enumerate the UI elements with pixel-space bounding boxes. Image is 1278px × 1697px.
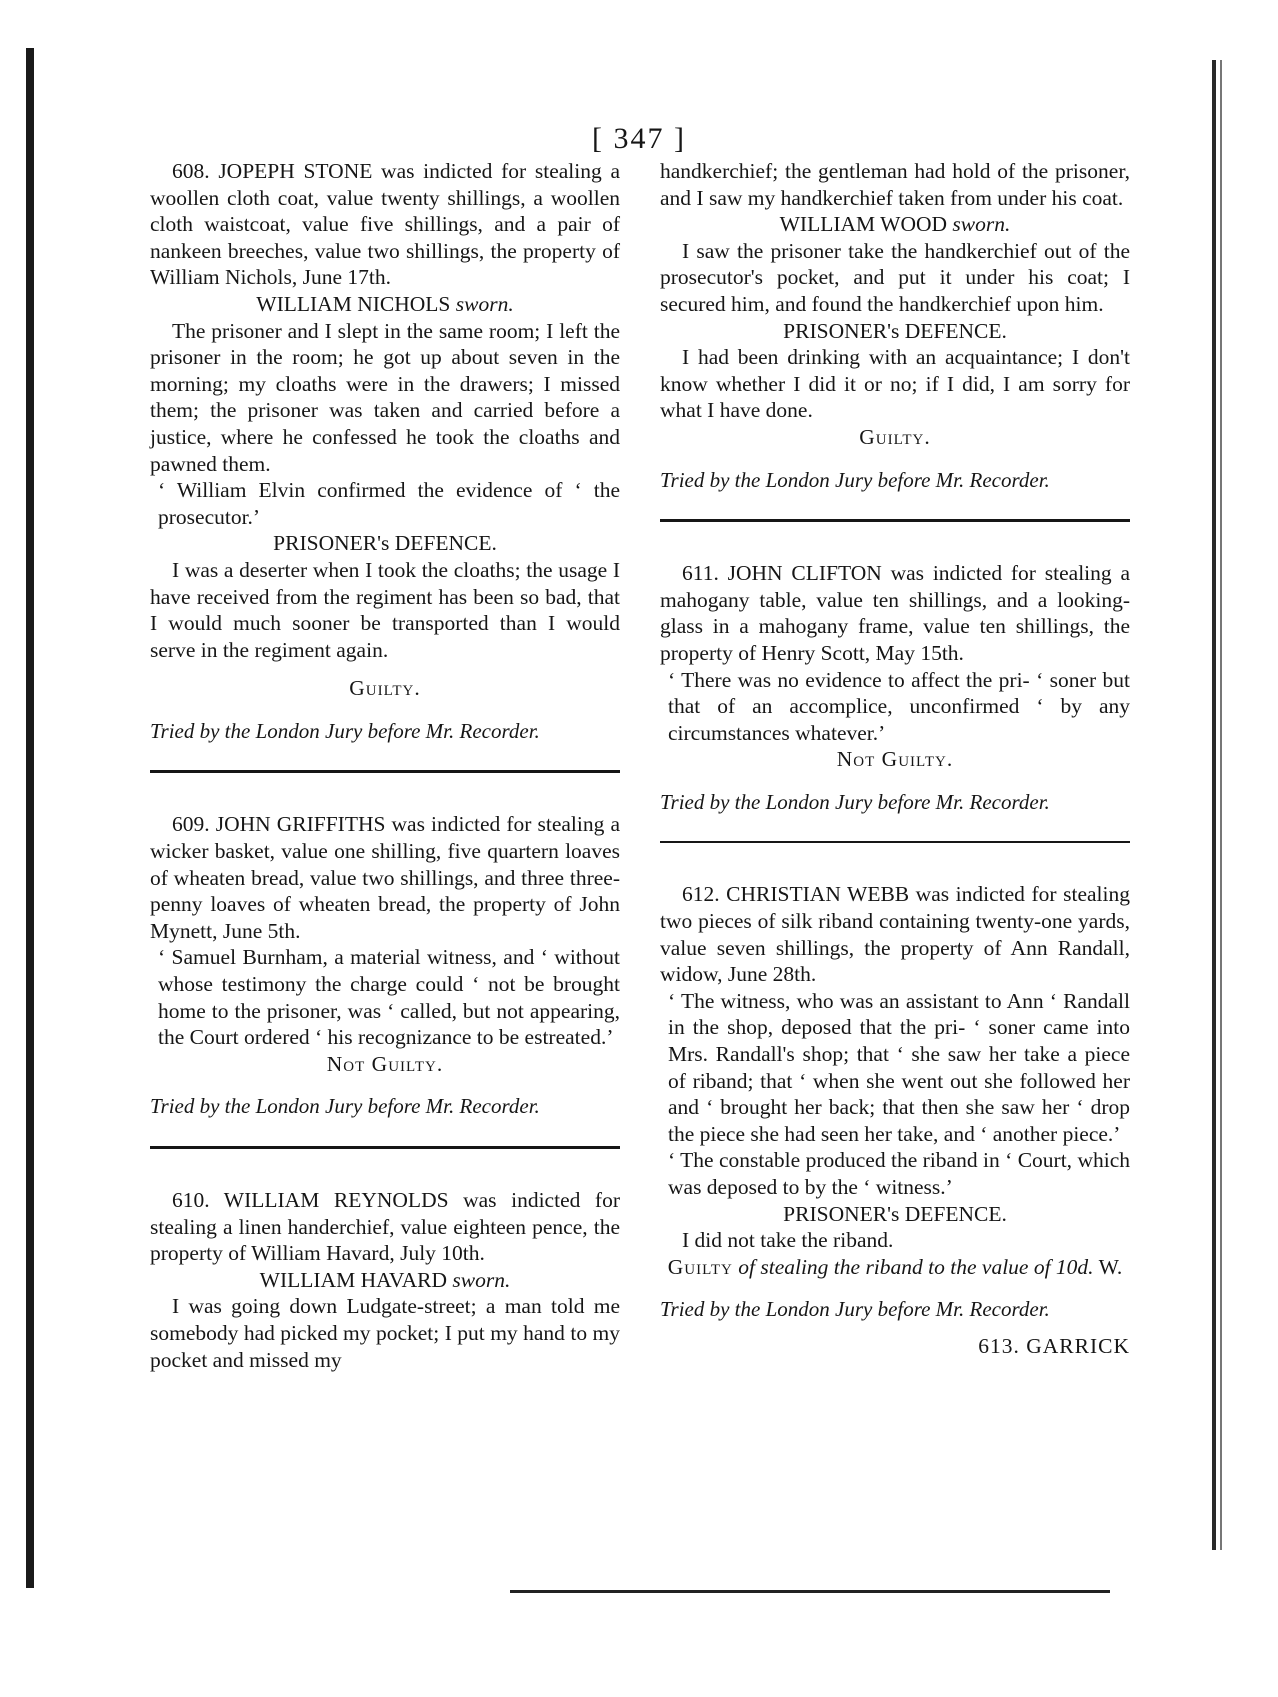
case-610-defence-heading: PRISONER's DEFENCE. (783, 318, 1007, 343)
case-608-defence: I was a deserter when I took the cloaths; the usage I have received from the regiment has been so bad, that I would much sooner be transported than I would serve in the regiment again. (150, 557, 620, 662)
page-number: [ 347 ] (592, 122, 686, 155)
case-609-tried-line: Tried by the London Jury before Mr. Recorder. (150, 1094, 540, 1119)
case-610-witness2-heading (660, 211, 1130, 238)
case-610-defence: I had been drinking with an acquaintance; I don't know whether I did it or no; if I did, I am sorry for what I have done. (660, 345, 1130, 423)
case-609-quote: ‘ Samuel Burnham, a material witness, and ‘ without whose testimony the charge could ‘ not be brought home to the prisoner, was ‘ called, but not appearing, the Court ordered ‘ his recognizance to be estreated.’ (158, 945, 620, 1050)
left-column (150, 158, 620, 1373)
footer-rule (510, 1590, 1110, 1593)
sworn-label: sworn. (452, 1267, 511, 1292)
case-610-verdict: Guilty. (859, 424, 931, 449)
case-612-defence: I did not take the riband. (682, 1228, 894, 1253)
case-611-quote: ‘ There was no evidence to affect the pri- ‘ soner but that of an accomplice, unconfirmed ‘ by any circumstances whatever.’ (668, 667, 1130, 745)
case-612-paragraph: 612. CHRISTIAN WEBB was indicted for stealing two pieces of silk riband containing twenty-one yards, value seven shillings, the property of Ann Randall, widow, June 28th. (660, 882, 1130, 987)
scan-edge-right-shadow (1220, 60, 1222, 1550)
divider-rule (150, 770, 620, 773)
case-608-quote: ‘ William Elvin confirmed the evidence of ‘ the prosecutor.’ (158, 478, 620, 529)
right-column (660, 158, 1130, 1360)
case-612-tried-line: Tried by the London Jury before Mr. Recorder. (660, 1297, 1050, 1322)
case-609-verdict: Not Guilty. (326, 1051, 444, 1076)
scan-edge-right (1212, 60, 1216, 1550)
verdict-detail: of stealing the riband to the value of 10d. (738, 1254, 1094, 1279)
sworn-label: sworn. (952, 212, 1011, 237)
sworn-label: sworn. (455, 291, 514, 316)
scan-edge-left (26, 48, 34, 1588)
divider-rule (660, 841, 1130, 843)
case-610-paragraph: 610. WILLIAM REYNOLDS was indicted for stealing a linen handerchief, value eighteen pence, the property of William Havard, July 10th. (150, 1188, 620, 1266)
case-612-quote-2: ‘ The constable produced the riband in ‘ Court, which was deposed to by the ‘ witness.’ (668, 1148, 1130, 1199)
verdict-initial: W. (1098, 1254, 1123, 1279)
witness-name: WILLIAM HAVARD (259, 1267, 447, 1292)
case-608-defence-heading: PRISONER's DEFENCE. (273, 531, 497, 556)
case-612-defence-heading: PRISONER's DEFENCE. (783, 1201, 1007, 1226)
case-609-paragraph: 609. JOHN GRIFFITHS was indicted for stealing a wicker basket, value one shilling, five quartern loaves of wheaten bread, value two shillings, and three three-penny loaves of wheaten bread, the property of John Mynett, June 5th. (150, 812, 620, 943)
case-611-verdict: Not Guilty. (836, 747, 954, 772)
case-608-witness-heading (150, 291, 620, 318)
case-608-paragraph: 608. JOPEPH STONE was indicted for stealing a woollen cloth coat, value twenty shillings, a woollen cloth waistcoat, value five shillings, and a pair of nankeen breeches, value two shillings, the property of William Nichols, June 17th. (150, 159, 620, 290)
case-612-verdict (660, 1254, 1130, 1281)
case-608-tried-line: Tried by the London Jury before Mr. Recorder. (150, 718, 540, 743)
witness-name: WILLIAM NICHOLS (256, 291, 451, 316)
case-610-witness-heading (150, 1267, 620, 1294)
catchword: 613. GARRICK (978, 1333, 1130, 1358)
case-610-continued: handkerchief; the gentleman had hold of the prisoner, and I saw my handkerchief taken from under his coat. (660, 159, 1130, 210)
case-611-tried-line: Tried by the London Jury before Mr. Recorder. (660, 789, 1050, 814)
divider-rule (150, 1146, 620, 1149)
case-611-paragraph: 611. JOHN CLIFTON was indicted for stealing a mahogany table, value ten shillings, and a looking-glass in a mahogany frame, value ten shillings, the property of Henry Scott, May 15th. (660, 561, 1130, 665)
case-608-testimony: The prisoner and I slept in the same room; I left the prisoner in the room; he got up about seven in the morning; my cloaths were in the drawers; I missed them; the prisoner was taken and carried before a justice, where he confessed he took the cloaths and pawned them. (150, 318, 620, 476)
case-608-verdict: Guilty. (349, 676, 421, 701)
case-610-witness2-testimony: I saw the prisoner take the handkerchief out of the prosecutor's pocket, and put it under his coat; I secured him, and found the handkerchief upon him. (660, 238, 1130, 316)
verdict-guilty: Guilty (667, 1254, 733, 1279)
case-610-testimony: I was going down Ludgate-street; a man told me somebody had picked my pocket; I put my hand to my pocket and missed my (150, 1294, 620, 1372)
case-610-tried-line: Tried by the London Jury before Mr. Recorder. (660, 467, 1050, 492)
case-612-quote-1: ‘ The witness, who was an assistant to Ann ‘ Randall in the shop, deposed that the pri- ‘ soner came into Mrs. Randall's shop; that ‘ she saw her take a piece of riband; that ‘ when she went out she followed her and ‘ brought her back; that then she saw her ‘ drop the piece she had seen her take, and ‘ another piece.’ (668, 988, 1130, 1146)
witness-name: WILLIAM WOOD (779, 212, 948, 237)
divider-rule (660, 519, 1130, 522)
